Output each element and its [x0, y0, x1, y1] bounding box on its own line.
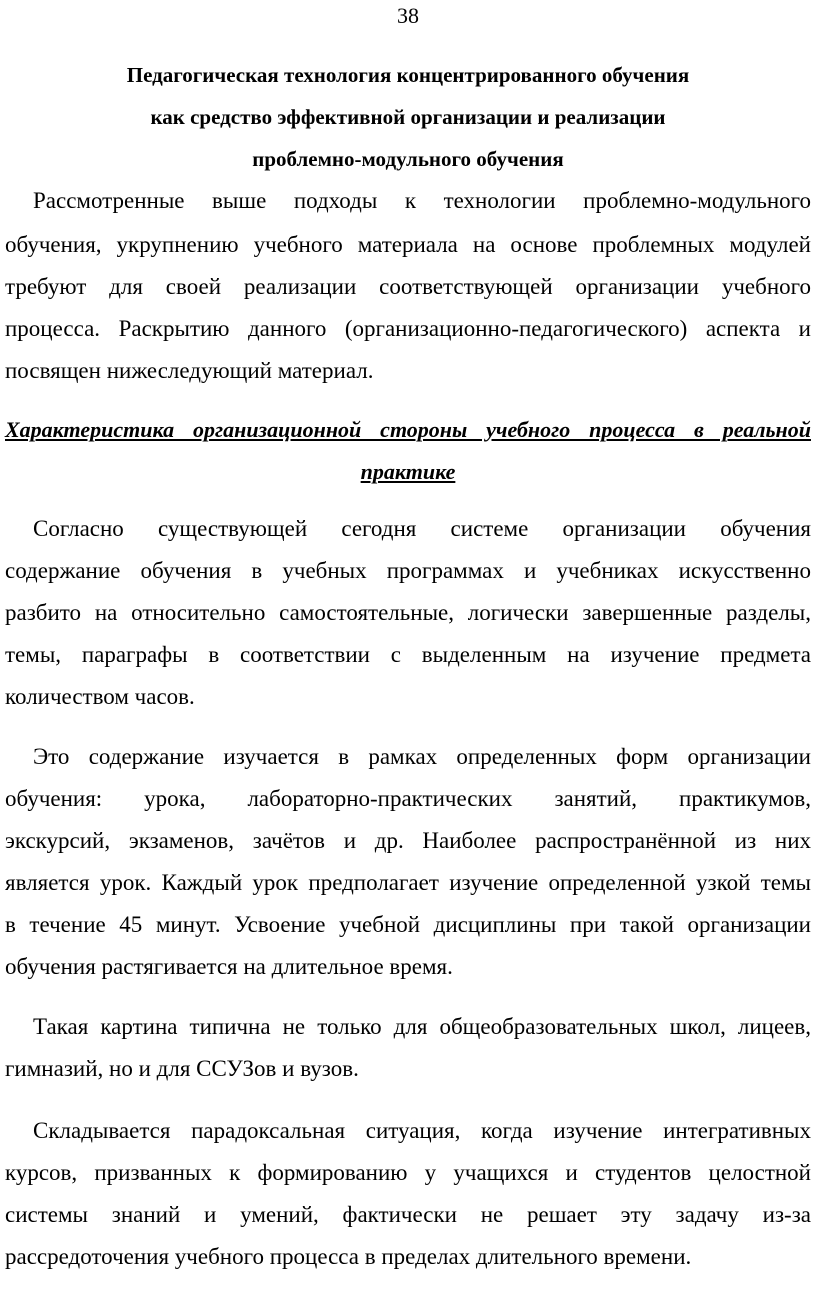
paragraph-line: Складывается парадоксальная ситуация, когда изучение интегративных [33, 1118, 811, 1143]
paragraph-line: требуют для своей реализации соответствующей организации учебного [5, 274, 811, 299]
paragraph-line: обучения: урока, лабораторно-практических занятий, практикумов, [5, 786, 811, 811]
paragraph-line: является урок. Каждый урок предполагает изучение определенной узкой темы [5, 870, 811, 895]
paragraph-line: процесса. Раскрытию данного (организационно-педагогического) аспекта и [5, 316, 811, 341]
paragraph-line: количеством часов. [5, 684, 195, 709]
paragraph-line: разбито на относительно самостоятельные, логически завершенные разделы, [5, 600, 811, 625]
title-line-1: Педагогическая технология концентрированного обучения [126, 63, 690, 87]
paragraph-line: рассредоточения учебного процесса в пределах длительного времени. [5, 1244, 692, 1269]
section-heading-line-1: Характеристика организационной стороны учебного процесса в реальной [5, 417, 811, 442]
paragraph-line: содержание обучения в учебных программах и учебниках искусственно [5, 558, 811, 583]
paragraph-line: обучения, укрупнению учебного материала на основе проблемных модулей [5, 232, 811, 257]
title-line-2: как средство эффективной организации и реализации [150, 105, 666, 129]
paragraph-line: Рассмотренные выше подходы к технологии проблемно-модульного [33, 188, 811, 213]
title-line-3: проблемно-модульного обучения [252, 147, 564, 171]
paragraph-line: экскурсий, экзаменов, зачётов и др. Наиболее распространённой из них [5, 828, 811, 853]
paragraph-line: системы знаний и умений, фактически не решает эту задачу из-за [5, 1202, 811, 1227]
paragraph-line: Такая картина типична не только для общеобразовательных школ, лицеев, [33, 1014, 811, 1039]
paragraph-line: гимназий, но и для ССУЗов и вузов. [5, 1056, 359, 1081]
section-heading-line-2: практике [360, 459, 456, 484]
paragraph-line: Согласно существующей сегодня системе организации обучения [33, 516, 811, 541]
paragraph-line: в течение 45 минут. Усвоение учебной дисциплины при такой организации [5, 912, 811, 937]
paragraph-line: Это содержание изучается в рамках определенных форм организации [33, 744, 811, 769]
paragraph-line: посвящен нижеследующий материал. [5, 358, 374, 383]
paragraph-line: обучения растягивается на длительное время. [5, 954, 453, 979]
page-number: 38 [397, 3, 419, 28]
paragraph-line: темы, параграфы в соответствии с выделенным на изучение предмета [5, 642, 811, 667]
paragraph-line: курсов, призванных к формированию у учащихся и студентов целостной [5, 1160, 811, 1185]
